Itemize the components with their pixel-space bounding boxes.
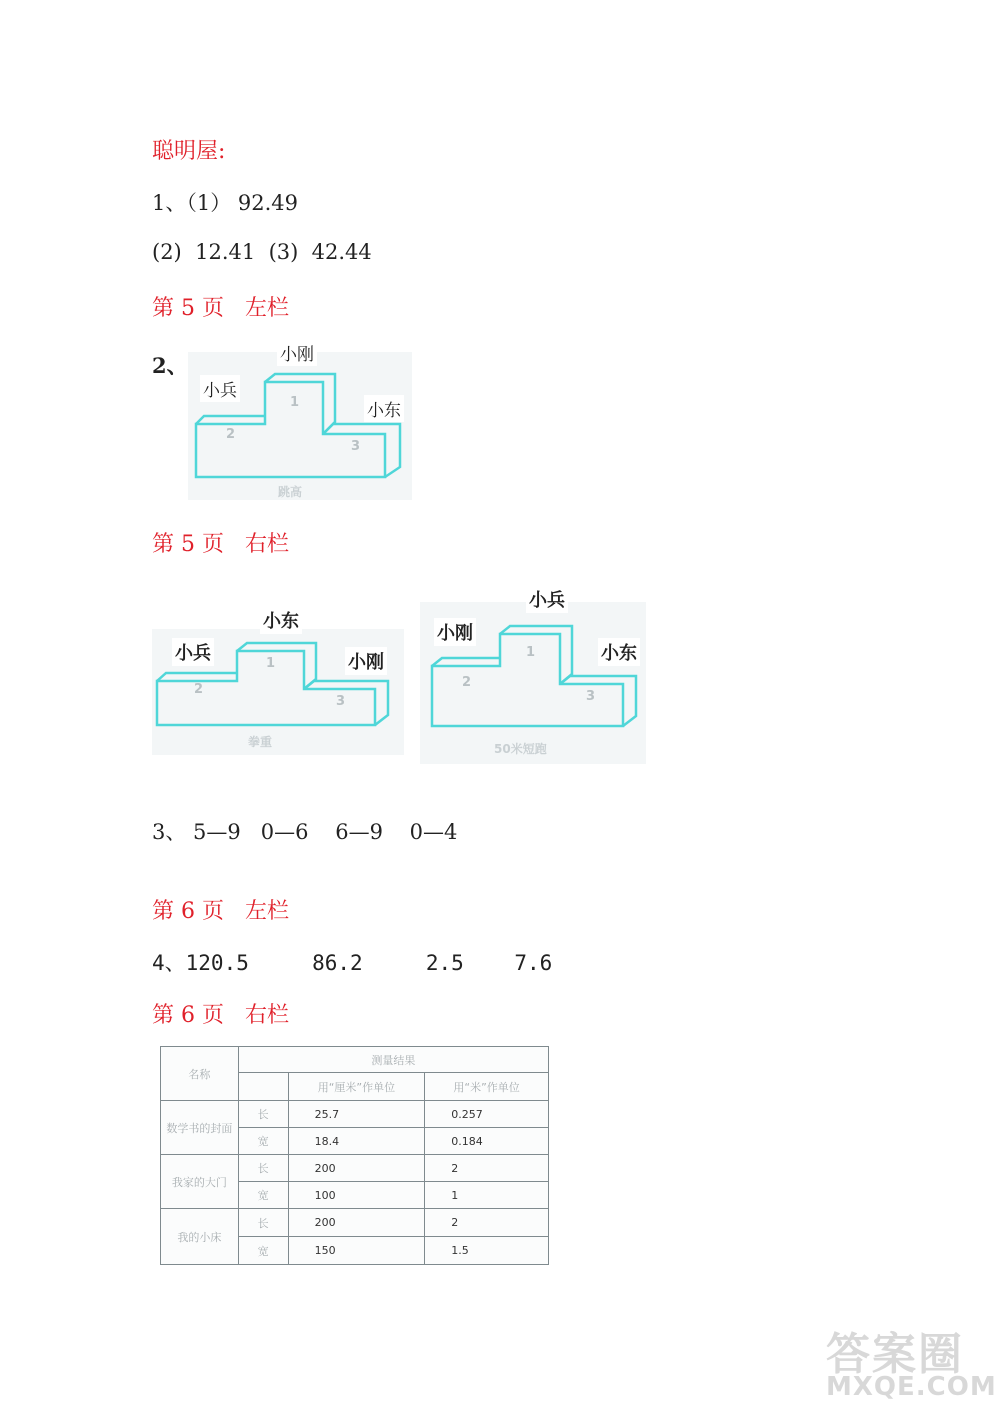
dimension-length: 长	[238, 1101, 288, 1128]
item-name: 数学书的封面	[161, 1101, 239, 1155]
header-blank	[238, 1073, 288, 1101]
value-cm: 18.4	[288, 1128, 425, 1155]
dimension-length: 长	[238, 1155, 288, 1182]
fig-b-name-top: 小兵	[526, 585, 568, 613]
item-name: 我的小床	[161, 1209, 239, 1265]
value-cm: 200	[288, 1155, 425, 1182]
name-label-right: 小东	[364, 395, 404, 422]
table-row	[161, 1101, 549, 1128]
value-cm: 200	[288, 1209, 425, 1237]
table-row	[161, 1209, 549, 1237]
table-row	[161, 1155, 549, 1182]
value-cm: 100	[288, 1182, 425, 1209]
dimension-width: 宽	[238, 1237, 288, 1265]
podium-a-number-3: 3	[336, 694, 346, 709]
value-m: 2	[425, 1209, 549, 1237]
measurement-table	[160, 1046, 549, 1265]
name-label-left: 小兵	[200, 375, 240, 402]
answer-2-label: 2、	[152, 353, 188, 378]
header-m-unit: 用“米”作单位	[425, 1073, 549, 1101]
answer-1-line-2: (2) 12.41 (3) 42.44	[152, 240, 372, 264]
podium-b-number-2: 2	[462, 675, 472, 690]
value-m: 2	[425, 1155, 549, 1182]
answer-3: 3、 5—9 0—6 6—9 0—4	[152, 820, 458, 844]
value-m: 0.184	[425, 1128, 549, 1155]
header-result: 测量结果	[238, 1047, 548, 1073]
podium-caption: 跳高	[278, 485, 303, 499]
dimension-width: 宽	[238, 1182, 288, 1209]
dimension-length: 长	[238, 1209, 288, 1237]
podium-number-3: 3	[351, 439, 361, 454]
fig-a-name-top: 小东	[260, 606, 302, 634]
header-name: 名称	[161, 1047, 239, 1101]
fig-b-name-right: 小东	[598, 638, 640, 666]
heading-page6-left: 第 6 页 左栏	[152, 899, 289, 924]
podium-number-1: 1	[290, 395, 300, 410]
value-cm: 150	[288, 1237, 425, 1265]
fig-a-name-left: 小兵	[172, 638, 214, 666]
value-m: 1	[425, 1182, 549, 1209]
name-label-top: 小刚	[277, 339, 317, 366]
header-cm-unit: 用“厘米”作单位	[288, 1073, 425, 1101]
answer-4: 4、120.5 86.2 2.5 7.6	[152, 951, 553, 975]
answer-1-line-1: 1、（1） 92.49	[152, 191, 299, 215]
podium-b-caption: 50米短跑	[494, 742, 547, 756]
section-title: 聪明屋:	[152, 139, 226, 164]
dimension-width: 宽	[238, 1128, 288, 1155]
fig-a-name-right: 小刚	[345, 647, 387, 675]
fig-b-name-left: 小刚	[434, 618, 476, 646]
podium-a-number-1: 1	[266, 656, 276, 671]
podium-number-2: 2	[226, 427, 236, 442]
watermark-url: MXQE.COM	[826, 1372, 997, 1402]
podium-b-number-3: 3	[586, 689, 596, 704]
value-m: 1.5	[425, 1237, 549, 1265]
item-name: 我家的大门	[161, 1155, 239, 1209]
podium-a-caption: 拳重	[248, 735, 273, 749]
podium-b-number-1: 1	[526, 645, 536, 660]
value-m: 0.257	[425, 1101, 549, 1128]
podium-a-number-2: 2	[194, 682, 204, 697]
heading-page6-right: 第 6 页 右栏	[152, 1003, 289, 1028]
heading-page5-right: 第 5 页 右栏	[152, 532, 289, 557]
watermark-logo: 答案圈	[826, 1329, 964, 1380]
value-cm: 25.7	[288, 1101, 425, 1128]
heading-page5-left: 第 5 页 左栏	[152, 296, 289, 321]
